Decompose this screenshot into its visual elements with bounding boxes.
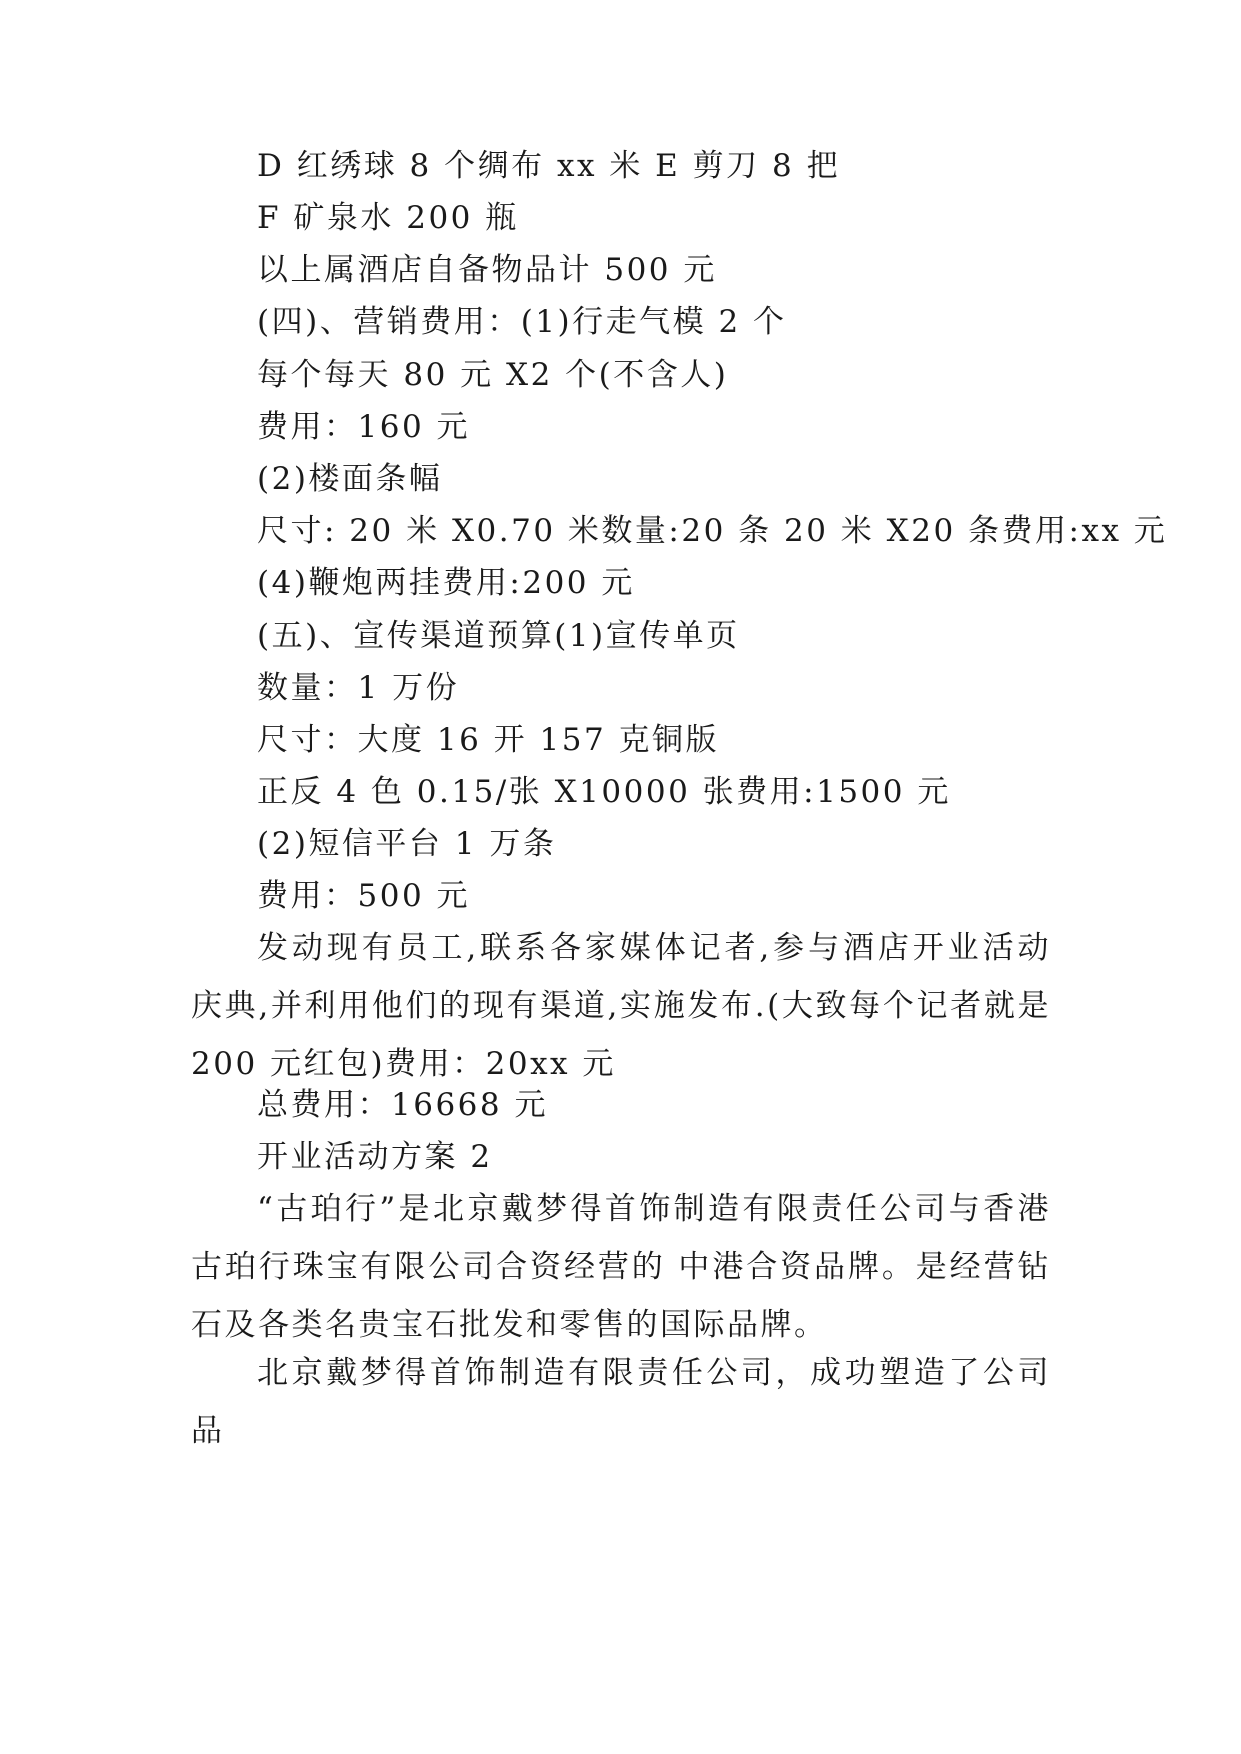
- text-line: 以上属酒店自备物品计 500 元: [257, 252, 717, 288]
- section-title: 开业活动方案 2: [257, 1139, 493, 1175]
- text-line: 数量：1 万份: [257, 670, 460, 706]
- text-line: (4)鞭炮两挂费用:200 元: [257, 565, 635, 601]
- text-line: 费用：160 元: [257, 409, 471, 445]
- text-line: 费用：500 元: [257, 878, 471, 914]
- total-cost: 总费用：16668 元: [257, 1087, 548, 1123]
- text-line: 正反 4 色 0.15/张 X10000 张费用:1500 元: [257, 774, 951, 810]
- paragraph-intro: “古珀行”是北京戴梦得首饰制造有限责任公司与香港古珀行珠宝有限公司合资经营的 中港合资品牌。是经营钻石及各类名贵宝石批发和零售的国际品牌。: [191, 1191, 1051, 1343]
- text-line: 每个每天 80 元 X2 个(不含人): [257, 357, 729, 393]
- text-line: (五)、宣传渠道预算(1)宣传单页: [257, 618, 740, 654]
- text-line: 尺寸：大度 16 开 157 克铜版: [257, 722, 720, 758]
- text-line: (四)、营销费用：(1)行走气模 2 个: [257, 304, 787, 340]
- text-line: D 红绣球 8 个绸布 xx 米 E 剪刀 8 把: [257, 148, 841, 184]
- text-line: 尺寸: 20 米 X0.70 米数量:20 条 20 米 X20 条费用:xx 元: [257, 513, 1168, 549]
- paragraph-company: 北京戴梦得首饰制造有限责任公司，成功塑造了公司品: [191, 1355, 1051, 1449]
- text-line: (2)楼面条幅: [257, 461, 443, 497]
- paragraph-media: 发动现有员工,联系各家媒体记者,参与酒店开业活动庆典,并利用他们的现有渠道,实施发布.(大致每个记者就是 200 元红包)费用：20xx 元: [191, 930, 1051, 1082]
- text-line: (2)短信平台 1 万条: [257, 826, 557, 862]
- text-line: F 矿泉水 200 瓶: [257, 200, 519, 236]
